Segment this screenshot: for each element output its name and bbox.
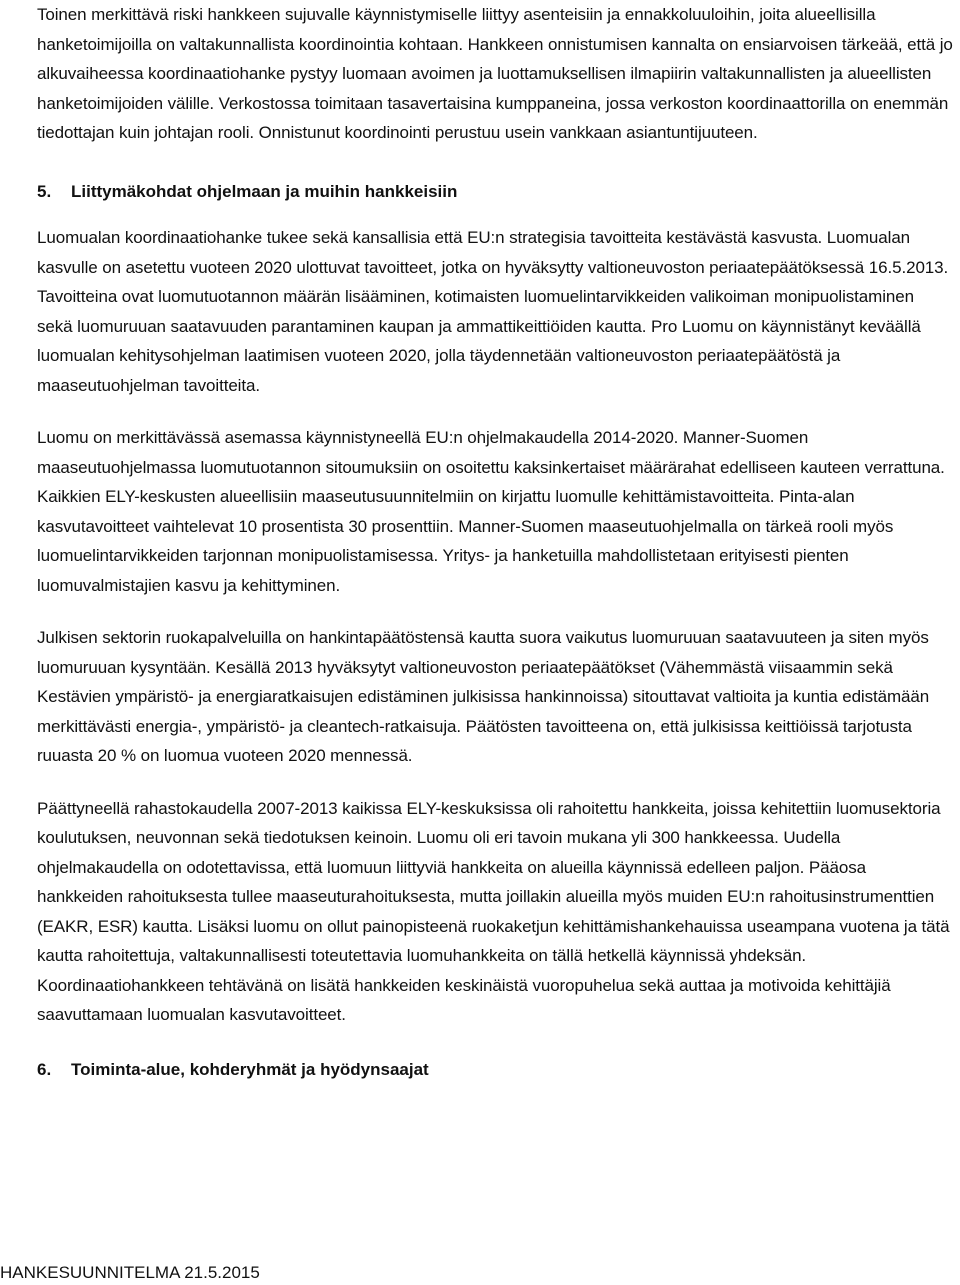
section-5-paragraph-4: Päättyneellä rahastokaudella 2007-2013 kaikissa ELY-keskuksissa oli rahoitettu hankkeita, joissa kehitettiin luomusektoria koulutuksen, neuvonnan sekä tiedotuksen keinoin. Luomu oli eri tavoin mukana yli 300 hankkeessa. Uudella ohjelmakaudella on odotettavissa, että luomuun liittyviä hankkeita on alueilla käynnissä edelleen paljon. Pääosa hankkeiden rahoituksesta tullee maaseuturahoituksesta, mutta joillakin alueilla myös muiden EU:n rahoitusinstrumenttien (EAKR, ESR) kautta. Lisäksi luomu on ollut painopisteenä ruokaketjun kehittämishankehauissa useampana vuotena ja tätä kautta rahoitettuja, valtakunnallisesti toteutettavia luomuhankkeita on tällä hetkellä käynnissä yhdeksän. Koordinaatiohankkeen tehtävänä on lisätä hankkeiden keskinäistä vuoropuhelua sekä auttaa ja motivoida kehittäjiä saavuttamaan luomualan kasvutavoitteet. (37, 798, 950, 1024)
section-5-paragraph-3: Julkisen sektorin ruokapalveluilla on hankintapäätöstensä kautta suora vaikutus luomuruuan saatavuuteen ja siten myös luomuruuan kysyntään. Kesällä 2013 hyväksytyt valtioneuvoston periaatepäätökset (Vähemmästä viisaammin sekä Kestävien ympäristö- ja energiaratkaisujen edistäminen julkisissa hankinnoissa) sitouttavat valtioita ja kuntia edistämään merkittävästi energia-, ympäristö- ja cleantech-ratkaisuja. Päätösten tavoitteena on, että julkisissa keittiöissä tarjotusta ruuasta 20 % on luomua vuoteen 2020 mennessä. (37, 628, 930, 765)
section-5-paragraph-1: Luomualan koordinaatiohanke tukee sekä kansallisia että EU:n strategisia tavoitteita kestävästä kasvusta. Luomualan kasvulle on asetettu vuoteen 2020 ulottuvat tavoitteet, jotka on hyväksytty valtioneuvoston periaatepäätöksessä 16.5.2013. Tavoitteina ovat luomutuotannon määrän lisääminen, kotimaisten luomuelintarvikkeiden valikoiman monipuolistaminen sekä luomuruuan saatavuuden parantaminen kaupan ja ammattikeittiöiden kautta. Pro Luomu on käynnistänyt keväällä luomualan kehitysohjelman laatimisen vuoteen 2020, jolla täydennetään valtioneuvoston periaatepäätöstä ja maaseutuohjelman tavoitteita. (37, 228, 949, 395)
section-6-title: Toiminta-alue, kohderyhmät ja hyödynsaajat (71, 1059, 429, 1079)
section-5-paragraph-2: Luomu on merkittävässä asemassa käynnistyneellä EU:n ohjelmakaudella 2014-2020. Manner-Suomen maaseutuohjelmassa luomutuotannon sitoumuksiin on osoitettu kaksinkertaiset määrärahat edelliseen kauteen verrattuna. Kaikkien ELY-keskusten alueellisiin maaseutusuunnitelmiin on kirjattu luomulle kehittämistavoitteita. Pinta-alan kasvutavoitteet vaihtelevat 10 prosentista 30 prosenttiin. Manner-Suomen maaseutuohjelmalla on tärkeä rooli myös luomuelintarvikkeiden tarjonnan monipuolistamisessa. Yritys- ja hanketuilla mahdollistetaan erityisesti pienten luomuvalmistajien kasvu ja kehittyminen. (37, 428, 945, 595)
page-footer: HANKESUUNNITELMA 21.5.2015 (0, 1263, 260, 1282)
document-page (37, 0, 953, 1084)
section-5-title: Liittymäkohdat ohjelmaan ja muihin hankkeisiin (71, 181, 458, 201)
section-5-number: 5. (37, 181, 52, 201)
section-6-number: 6. (37, 1059, 52, 1079)
section-5-heading (37, 177, 953, 207)
section-6-heading (37, 1055, 953, 1085)
intro-paragraph: Toinen merkittävä riski hankkeen sujuvalle käynnistymiselle liittyy asenteisiin ja ennakkoluuloihin, joita alueellisilla hanketoimijoilla on valtakunnallista koordinointia kohtaan. Hankkeen onnistumisen kannalta on ensiarvoisen tärkeää, että jo alkuvaiheessa koordinaatiohanke pystyy luomaan avoimen ja luottamuksellisen ilmapiirin valtakunnallisten ja alueellisten hanketoimijoiden välille. Verkostossa toimitaan tasavertaisina kumppaneina, jossa verkoston koordinaattorilla on enemmän tiedottajan kuin johtajan rooli. Onnistunut koordinointi perustuu usein vankkaan asiantuntijuuteen. (37, 5, 953, 142)
